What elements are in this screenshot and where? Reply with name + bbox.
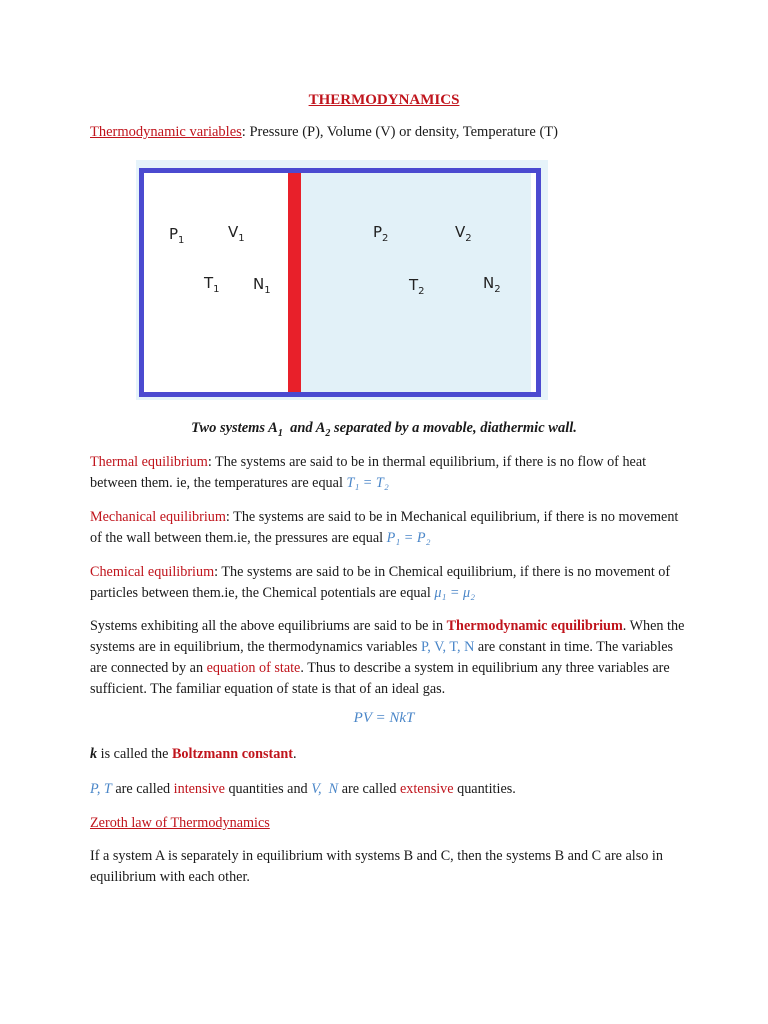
- label-v2: $V_2$: [455, 223, 472, 244]
- equation-of-state-term: equation of state: [206, 660, 301, 676]
- mechanical-equilibrium-paragraph: Mechanical equilibrium: The systems are said to be in Mechanical equilibrium, if there is no movement of the wall between them.ie, the pressures are equal P₁ = P₂: [90, 509, 679, 546]
- diagram-caption: Two systems $A_1$ and $A_2$ separated by a movable, diathermic wall.: [191, 420, 577, 439]
- thermal-heading: Thermal equilibrium: [90, 454, 208, 470]
- label-p2: $P_2$: [373, 223, 389, 244]
- intensive-term: intensive: [173, 781, 225, 797]
- page-title: THERMODYNAMICS: [308, 92, 460, 108]
- variables-heading: Thermodynamic variables: [90, 124, 242, 140]
- thermal-condition: T₁ = T₂: [346, 475, 389, 491]
- extensive-term: extensive: [399, 781, 454, 797]
- thermodynamic-equilibrium-paragraph: Systems exhibiting all the above equilibriums are said to be in Thermodynamic equilibrium. When the systems are in equilibrium, the thermodynamics variables P, V, T, N are constant in time. The variables are connected by an equation of state. Thus to describe a system in equilibrium any three variables are sufficient. The familiar equation of state is that of an ideal gas.: [90, 618, 685, 697]
- label-n1: $N_1$: [253, 275, 271, 296]
- zeroth-law-text: If a system A is separately in equilibrium with systems B and C, then the systems B and C are also in equilibrium with each other.: [90, 848, 663, 885]
- thermodynamic-variables-line: [90, 124, 558, 141]
- diathermic-wall: [288, 173, 301, 392]
- mechanical-condition: P₁ = P₂: [386, 530, 431, 546]
- boltzmann-paragraph: k is called the Boltzmann constant.: [90, 746, 297, 762]
- boltzmann-constant-term: Boltzmann constant: [171, 746, 293, 762]
- mechanical-heading: Mechanical equilibrium: [90, 509, 226, 525]
- label-v1: $V_1$: [228, 223, 245, 244]
- label-t1: $T_1$: [204, 274, 220, 295]
- thermal-equilibrium-paragraph: Thermal equilibrium: The systems are said to be in thermal equilibrium, if there is no flow of heat between them. ie, the temperatures are equal T₁ = T₂: [90, 454, 647, 491]
- thermodynamic-equilibrium-term: Thermodynamic equilibrium: [446, 618, 623, 634]
- chemical-heading: Chemical equilibrium: [90, 564, 215, 580]
- chemical-condition: μ₁ = μ₂: [434, 585, 476, 601]
- label-n2: $N_2$: [483, 274, 501, 295]
- quantities-paragraph: P, T are called intensive quantities and V, N are called extensive quantities.: [90, 781, 516, 797]
- variables-text: : Pressure (P), Volume (V) or density, Temperature (T): [241, 124, 558, 140]
- label-t2: $T_2$: [409, 276, 425, 297]
- state-variables: P, V, T, N: [420, 639, 475, 655]
- label-p1: $P_1$: [169, 225, 185, 246]
- chemical-equilibrium-paragraph: Chemical equilibrium: The systems are said to be in Chemical equilibrium, if there is no movement of particles between them.ie, the Chemical potentials are equal μ₁ = μ₂: [90, 564, 671, 601]
- ideal-gas-equation: PV = NkT: [353, 710, 415, 726]
- zeroth-law-heading: Zeroth law of Thermodynamics: [90, 815, 270, 831]
